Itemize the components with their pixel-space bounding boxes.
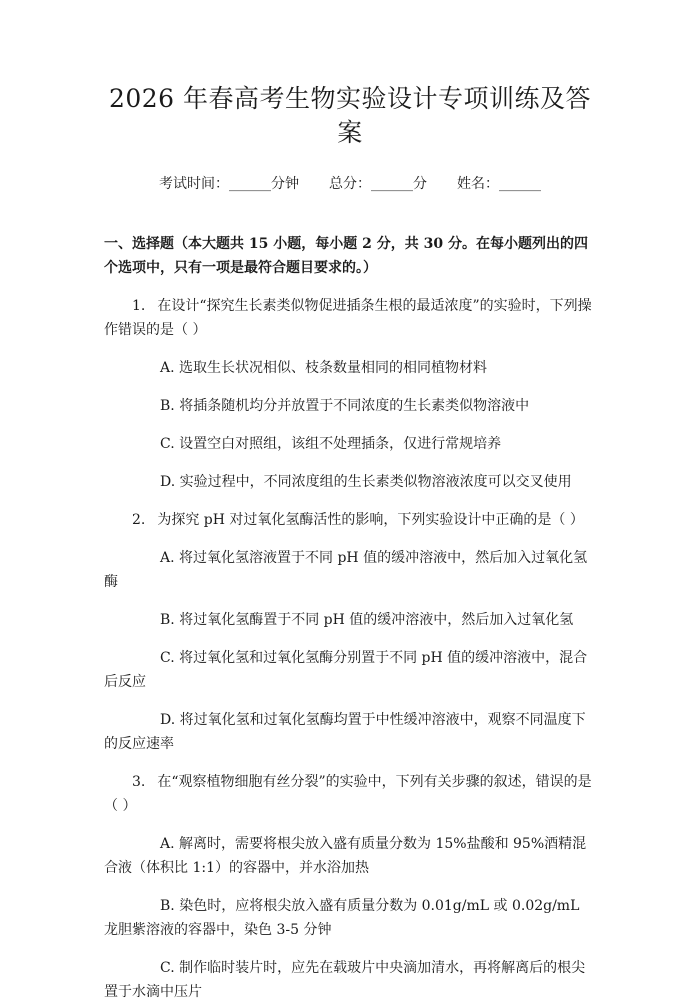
option-1c: C. 设置空白对照组，该组不处理插条，仅进行常规培养: [160, 436, 502, 452]
question-stem: 在“观察植物细胞有丝分裂”的实验中，下列有关步骤的叙述，错误的是（ ）: [104, 774, 592, 814]
section-heading: 一、选择题（本大题共 15 小题，每小题 2 分，共 30 分。在每小题列出的四个选项中，只有一项是最符合题目要求的。）: [104, 236, 588, 276]
option-1b: B. 将插条随机均分并放置于不同浓度的生长素类似物溶液中: [160, 398, 530, 414]
option-2a: A. 将过氧化氢溶液置于不同 pH 值的缓冲溶液中，然后加入过氧化氢酶: [104, 550, 588, 590]
question-number: 1.: [132, 298, 146, 314]
question-stem: 在设计“探究生长素类似物促进插条生根的最适浓度”的实验时，下列操作错误的是（ ）: [104, 298, 592, 338]
question-stem: 为探究 pH 对过氧化氢酶活性的影响，下列实验设计中正确的是（ ）: [157, 512, 584, 528]
question-3: [104, 770, 596, 818]
document-title: 2026 年春高考生物实验设计专项训练及答案: [108, 84, 592, 147]
option-1d: D. 实验过程中，不同浓度组的生长素类似物溶液浓度可以交叉使用: [160, 474, 572, 490]
option-3a: A. 解离时，需要将根尖放入盛有质量分数为 15%盐酸和 95%酒精混合液（体积比 1:1）的容器中，并水浴加热: [104, 836, 587, 876]
option-1a: A. 选取生长状况相似、枝条数量相同的相同植物材料: [160, 360, 488, 376]
question-number: 2.: [132, 512, 146, 528]
exam-info-line: [104, 174, 596, 194]
student-name-field: 姓名：______: [457, 176, 541, 192]
exam-time-field: 考试时间：______分钟: [159, 176, 299, 192]
option-2b: B. 将过氧化氢酶置于不同 pH 值的缓冲溶液中，然后加入过氧化氢: [160, 612, 574, 628]
question-number: 3.: [132, 774, 146, 790]
option-2c: C. 将过氧化氢和过氧化氢酶分别置于不同 pH 值的缓冲溶液中，混合后反应: [104, 650, 588, 690]
question-1: [104, 294, 596, 342]
option-3b: B. 染色时，应将根尖放入盛有质量分数为 0.01g/mL 或 0.02g/mL 龙胆紫溶液的容器中，染色 3-5 分钟: [104, 898, 580, 938]
question-2: [104, 508, 596, 532]
option-3c: C. 制作临时装片时，应先在载玻片中央滴加清水，再将解离后的根尖置于水滴中压片: [104, 960, 586, 1000]
option-2d: D. 将过氧化氢和过氧化氢酶均置于中性缓冲溶液中，观察不同温度下的反应速率: [104, 712, 586, 752]
total-score-field: 总分：______分: [329, 176, 427, 192]
